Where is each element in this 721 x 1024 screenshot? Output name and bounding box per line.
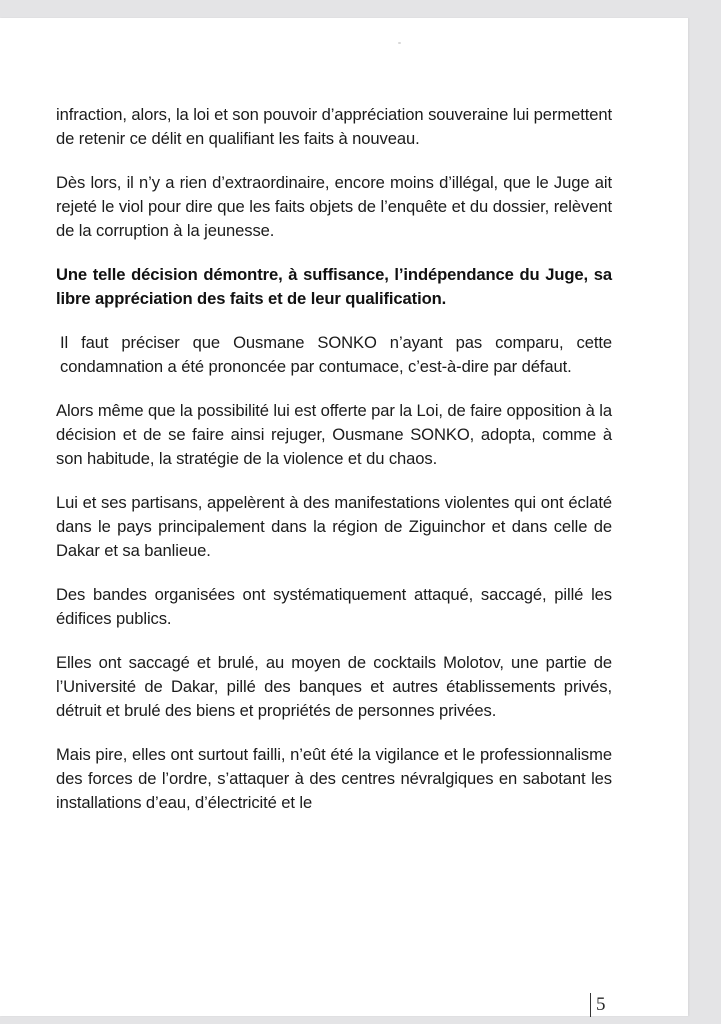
- scan-speck: [398, 42, 401, 44]
- paragraph-5: Alors même que la possibilité lui est offerte par la Loi, de faire opposition à la décision et de se faire ainsi rejuger, Ousmane SONKO, adopta, comme à son habitude, la stratégie de la violence et du chaos.: [56, 401, 612, 468]
- paragraph-9: Mais pire, elles ont surtout failli, n’eût été la vigilance et le professionnalisme des forces de l’ordre, s’attaquer à des centres névralgiques en sabotant les installations d’eau, d’électricité et le: [56, 745, 612, 812]
- page-number: 5: [596, 994, 606, 1015]
- page-footer: [590, 992, 606, 1018]
- paragraph-2: Dès lors, il n’y a rien d’extraordinaire, encore moins d’illégal, que le Juge ait rejeté le viol pour dire que les faits objets de l’enquête et du dossier, relèvent de la corruption à la jeunesse.: [56, 173, 612, 240]
- paragraph-1: infraction, alors, la loi et son pouvoir d’appréciation souveraine lui permettent de retenir ce délit en qualifiant les faits à nouveau.: [56, 105, 612, 148]
- document-page: [0, 18, 688, 1016]
- footer-divider: [590, 993, 591, 1017]
- paragraph-6: Lui et ses partisans, appelèrent à des manifestations violentes qui ont éclaté dans le pays principalement dans la région de Ziguinchor et dans celle de Dakar et sa banlieue.: [56, 493, 612, 560]
- page-body: [56, 103, 612, 835]
- paragraph-3-bold: Une telle décision démontre, à suffisance, l’indépendance du Juge, sa libre appréciation des faits et de leur qualification.: [56, 265, 612, 308]
- paragraph-8: Elles ont saccagé et brulé, au moyen de cocktails Molotov, une partie de l’Université de Dakar, pillé des banques et autres établissements privés, détruit et brulé des biens et propriétés de personnes privées.: [56, 653, 612, 720]
- paragraph-7: Des bandes organisées ont systématiquement attaqué, saccagé, pillé les édifices publics.: [56, 585, 612, 628]
- paragraph-4: Il faut préciser que Ousmane SONKO n’ayant pas comparu, cette condamnation a été prononcée par contumace, c’est-à-dire par défaut.: [60, 333, 612, 376]
